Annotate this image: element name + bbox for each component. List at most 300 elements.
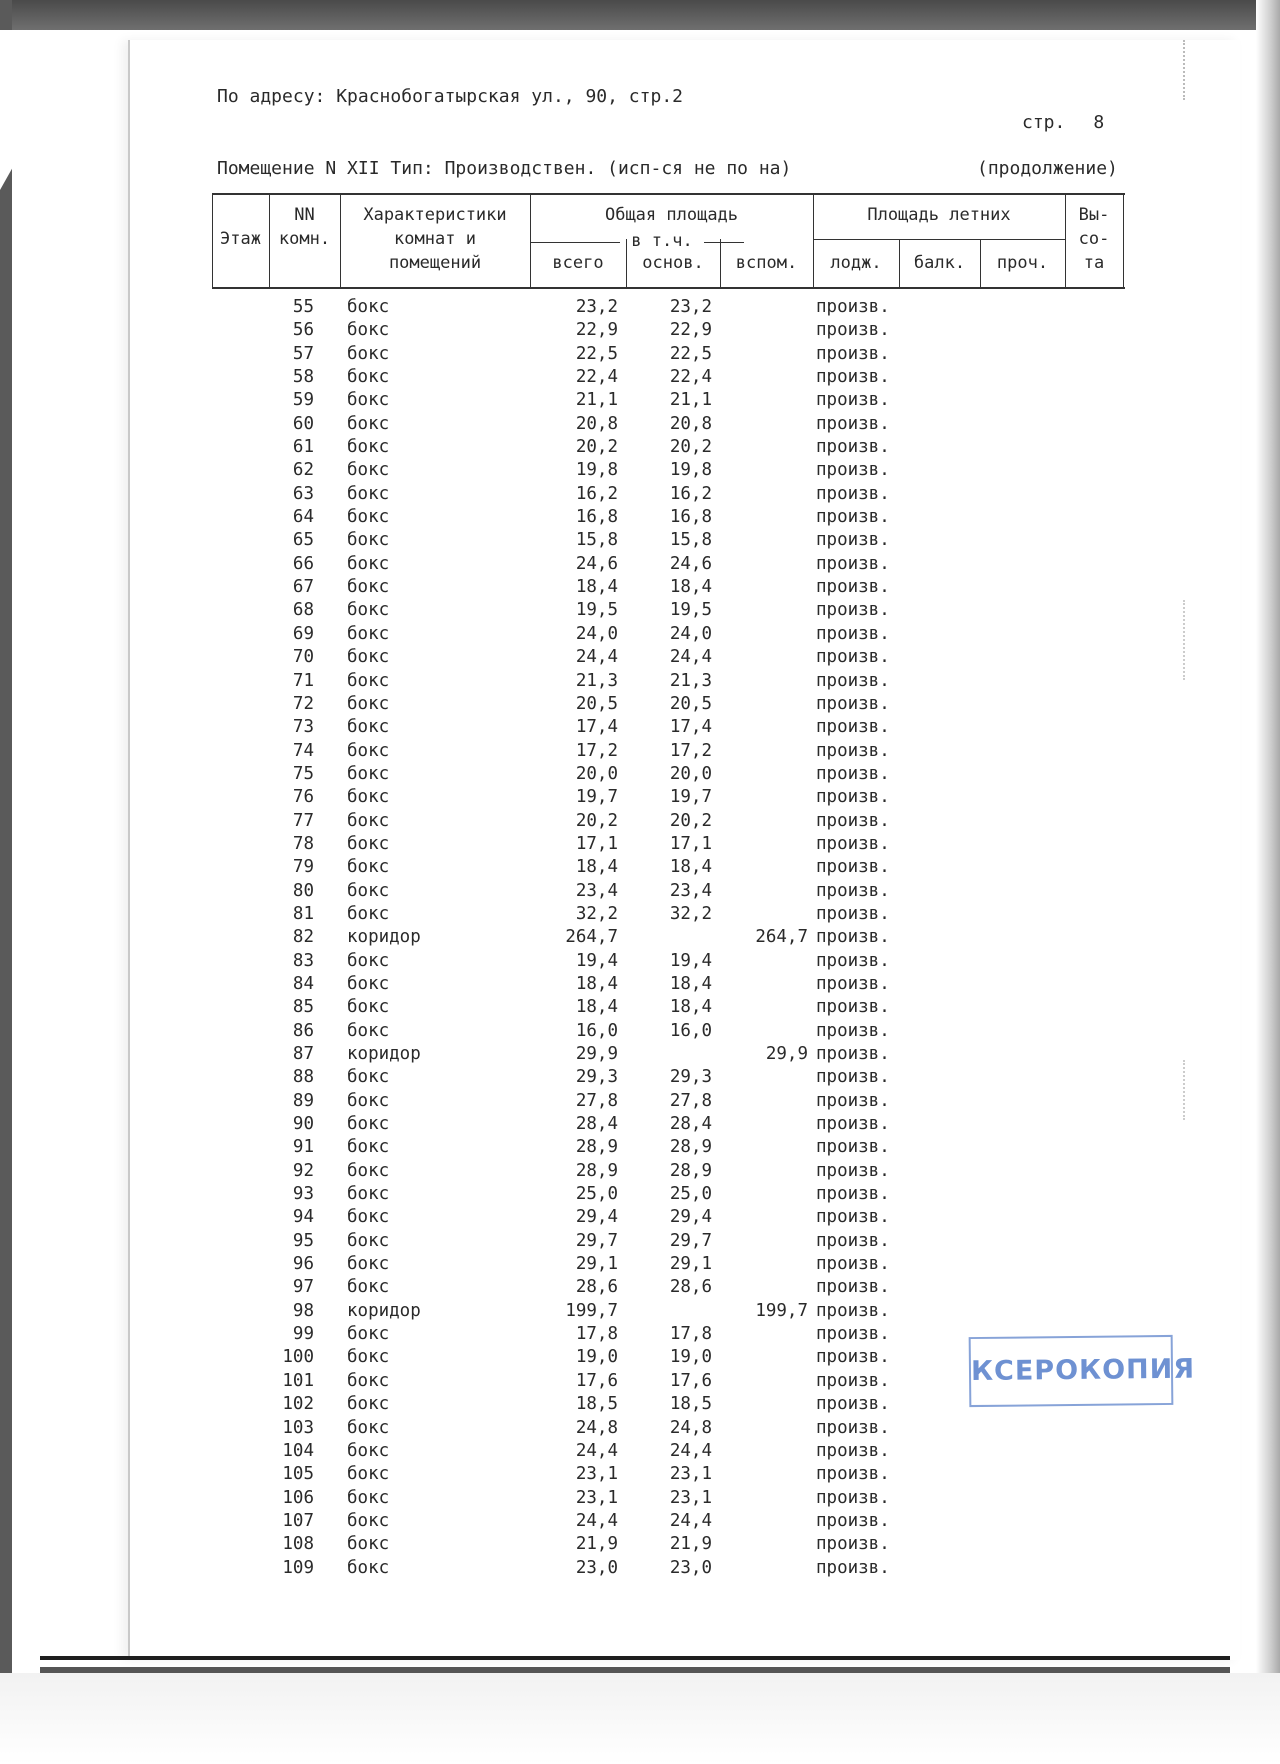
area-main: 28,6 <box>669 1277 712 1298</box>
col-total: всего <box>552 253 604 273</box>
table-row <box>0 670 1280 693</box>
room-use: произв. <box>816 1114 890 1135</box>
room-use: произв. <box>816 320 890 341</box>
area-main: 20,2 <box>669 437 712 458</box>
room-number: 95 <box>292 1230 314 1251</box>
col-main: основ. <box>642 253 704 273</box>
room-use: произв. <box>816 553 890 574</box>
page-number: 8 <box>1093 112 1105 133</box>
area-main: 28,9 <box>669 1160 712 1181</box>
table-row <box>0 763 1280 786</box>
table-row <box>0 343 1280 366</box>
room-description: Помещение N XII Тип: Производствен. (исп-ся не по на) <box>217 158 792 179</box>
room-use: произв. <box>816 1067 890 1088</box>
room-number: 60 <box>292 413 314 434</box>
table-row <box>0 319 1280 342</box>
room-number: 102 <box>282 1394 314 1415</box>
room-name: бокс <box>347 1277 390 1298</box>
page-corner-fold <box>0 30 90 190</box>
table-row <box>0 1113 1280 1136</box>
room-number: 98 <box>292 1300 314 1321</box>
area-total: 19,0 <box>575 1347 618 1368</box>
area-main: 21,3 <box>669 670 712 691</box>
room-use: произв. <box>816 530 890 551</box>
room-use: произв. <box>816 460 890 481</box>
room-number: 93 <box>292 1184 314 1205</box>
room-name: бокс <box>347 460 390 481</box>
room-number: 63 <box>292 483 314 504</box>
room-number: 107 <box>282 1510 314 1531</box>
room-name: бокс <box>347 997 390 1018</box>
header-divider <box>530 242 620 243</box>
col-char-line1: Характеристики <box>363 205 507 225</box>
col-floor: Этаж <box>220 229 261 249</box>
room-name: бокс <box>347 507 390 528</box>
area-main: 16,0 <box>669 1020 712 1041</box>
room-use: произв. <box>816 1277 890 1298</box>
table-row <box>0 296 1280 319</box>
area-total: 29,9 <box>575 1044 618 1064</box>
area-aux: 264,7 <box>755 927 808 948</box>
area-main: 23,0 <box>669 1557 712 1578</box>
col-char-line2: комнат и <box>394 229 476 249</box>
col-nn-line1: NN <box>294 205 315 225</box>
room-name: бокс <box>347 320 390 341</box>
area-aux: 199,7 <box>755 1300 808 1321</box>
address-line: По адресу: Краснобогатырская ул., 90, стр.2 <box>217 86 683 107</box>
area-total: 18,5 <box>575 1394 618 1415</box>
area-main: 17,8 <box>669 1324 712 1345</box>
area-total: 17,6 <box>575 1370 618 1391</box>
room-number: 101 <box>282 1370 314 1391</box>
room-use: произв. <box>816 880 890 901</box>
room-use: произв. <box>816 997 890 1018</box>
room-use: произв. <box>816 1300 890 1321</box>
room-number: 99 <box>292 1324 314 1345</box>
table-row <box>0 1533 1280 1556</box>
room-name: бокс <box>347 367 390 388</box>
table-row <box>0 1090 1280 1113</box>
room-name: бокс <box>347 1114 390 1135</box>
room-name: бокс <box>347 483 390 504</box>
continuation-label: (продолжение) <box>977 158 1118 179</box>
area-main: 21,9 <box>669 1534 712 1555</box>
table-row <box>0 1440 1280 1463</box>
area-total: 22,5 <box>575 343 618 364</box>
area-total: 28,9 <box>575 1160 618 1181</box>
room-name: бокс <box>347 623 390 644</box>
room-name: бокс <box>347 1347 390 1368</box>
room-use: произв. <box>816 1207 890 1228</box>
room-number: 96 <box>292 1254 314 1275</box>
table-row <box>0 576 1280 599</box>
room-number: 109 <box>282 1557 314 1578</box>
table-row <box>0 459 1280 482</box>
room-name: бокс <box>347 553 390 574</box>
room-name: бокс <box>347 1254 390 1275</box>
table-row <box>0 646 1280 669</box>
room-use: произв. <box>816 787 890 808</box>
table-row <box>0 1136 1280 1159</box>
area-main: 23,2 <box>669 297 712 317</box>
room-name: бокс <box>347 1230 390 1251</box>
header-divider <box>813 239 1065 240</box>
area-aux: 29,9 <box>765 1044 808 1064</box>
room-name: бокс <box>347 1184 390 1205</box>
table-row <box>0 1183 1280 1206</box>
area-main: 20,8 <box>669 413 712 434</box>
room-name: бокс <box>347 1020 390 1041</box>
area-total: 264,7 <box>565 927 618 948</box>
area-total: 15,8 <box>575 530 618 551</box>
room-number: 90 <box>292 1114 314 1135</box>
room-number: 97 <box>292 1277 314 1298</box>
room-number: 103 <box>282 1417 314 1438</box>
area-total: 19,4 <box>575 950 618 971</box>
scan-top-edge <box>0 0 1280 30</box>
room-number: 86 <box>292 1020 314 1041</box>
room-use: произв. <box>816 413 890 434</box>
room-number: 100 <box>282 1347 314 1368</box>
room-number: 69 <box>292 623 314 644</box>
room-use: произв. <box>816 927 890 948</box>
room-name: бокс <box>347 1067 390 1088</box>
area-total: 23,1 <box>575 1464 618 1485</box>
table-row <box>0 716 1280 739</box>
header-divider <box>704 242 744 243</box>
area-main: 24,4 <box>669 647 712 668</box>
table-row <box>0 810 1280 833</box>
room-name: бокс <box>347 390 390 411</box>
table-row <box>0 1020 1280 1043</box>
col-other: проч. <box>996 253 1049 273</box>
room-name: бокс <box>347 1440 390 1461</box>
table-row <box>0 1276 1280 1299</box>
room-name: бокс <box>347 1090 390 1111</box>
table-row <box>0 786 1280 809</box>
area-total: 24,4 <box>575 647 618 668</box>
area-total: 23,1 <box>575 1487 618 1508</box>
room-name: бокс <box>347 297 390 317</box>
area-total: 29,3 <box>575 1067 618 1088</box>
table-row <box>0 1557 1280 1580</box>
area-main: 16,2 <box>669 483 712 504</box>
page-label: стр. <box>1022 112 1066 133</box>
area-total: 25,0 <box>575 1184 618 1205</box>
room-name: бокс <box>347 1137 390 1158</box>
room-use: произв. <box>816 1394 890 1415</box>
area-total: 16,2 <box>575 483 618 504</box>
table-row <box>0 436 1280 459</box>
col-height-line3: та <box>1083 253 1105 273</box>
room-name: бокс <box>347 810 390 831</box>
room-name: бокс <box>347 717 390 738</box>
table-row <box>0 973 1280 996</box>
room-number: 68 <box>292 600 314 621</box>
area-main: 29,7 <box>669 1230 712 1251</box>
room-use: произв. <box>816 647 890 668</box>
area-main: 19,8 <box>669 460 712 481</box>
room-name: бокс <box>347 833 390 854</box>
room-name: бокс <box>347 647 390 668</box>
area-total: 17,8 <box>575 1324 618 1345</box>
room-number: 89 <box>292 1090 314 1111</box>
col-loggia: лодж. <box>830 253 882 273</box>
room-use: произв. <box>816 1417 890 1438</box>
room-number: 76 <box>292 787 314 808</box>
room-use: произв. <box>816 1044 890 1064</box>
room-use: произв. <box>816 437 890 458</box>
area-main: 29,3 <box>669 1067 712 1088</box>
room-number: 64 <box>292 507 314 528</box>
area-total: 28,6 <box>575 1277 618 1298</box>
col-summer-area: Площадь летних <box>867 205 1011 225</box>
area-main: 18,4 <box>669 857 712 878</box>
room-number: 59 <box>292 390 314 411</box>
area-main: 18,4 <box>669 973 712 994</box>
col-incl: в т.ч. <box>631 231 693 251</box>
area-total: 17,4 <box>575 717 618 738</box>
room-use: произв. <box>816 903 890 924</box>
room-name: бокс <box>347 530 390 551</box>
area-total: 23,2 <box>575 297 618 317</box>
area-total: 18,4 <box>575 997 618 1018</box>
room-use: произв. <box>816 973 890 994</box>
room-number: 74 <box>292 740 314 761</box>
room-use: произв. <box>816 950 890 971</box>
scan-artifact <box>1183 40 1187 100</box>
area-main: 24,4 <box>669 1440 712 1461</box>
area-main: 28,9 <box>669 1137 712 1158</box>
room-name: бокс <box>347 343 390 364</box>
room-use: произв. <box>816 1464 890 1485</box>
table-row <box>0 599 1280 622</box>
room-use: произв. <box>816 670 890 691</box>
room-name: бокс <box>347 857 390 878</box>
table-row <box>0 506 1280 529</box>
area-total: 20,2 <box>575 810 618 831</box>
area-main: 19,7 <box>669 787 712 808</box>
area-total: 23,4 <box>575 880 618 901</box>
table-row <box>0 1206 1280 1229</box>
room-number: 83 <box>292 950 314 971</box>
room-number: 82 <box>292 927 314 948</box>
area-total: 20,5 <box>575 693 618 714</box>
table-row <box>0 996 1280 1019</box>
room-number: 75 <box>292 763 314 784</box>
area-total: 27,8 <box>575 1090 618 1111</box>
table-row <box>0 623 1280 646</box>
room-name: коридор <box>347 1044 421 1064</box>
table-row <box>0 389 1280 412</box>
table-row <box>0 740 1280 763</box>
page-number-line <box>1022 112 1104 133</box>
room-number: 57 <box>292 343 314 364</box>
area-total: 29,4 <box>575 1207 618 1228</box>
room-use: произв. <box>816 1020 890 1041</box>
room-number: 104 <box>282 1440 314 1461</box>
area-main: 17,1 <box>669 833 712 854</box>
header-border-right <box>1123 195 1124 287</box>
area-main: 22,4 <box>669 367 712 388</box>
table-row <box>0 1043 1280 1066</box>
area-total: 24,0 <box>575 623 618 644</box>
room-use: произв. <box>816 1440 890 1461</box>
room-number: 72 <box>292 693 314 714</box>
room-number: 92 <box>292 1160 314 1181</box>
room-number: 56 <box>292 320 314 341</box>
table-row <box>0 1300 1280 1323</box>
area-total: 19,5 <box>575 600 618 621</box>
area-main: 19,5 <box>669 600 712 621</box>
room-name: бокс <box>347 1487 390 1508</box>
room-use: произв. <box>816 577 890 598</box>
area-main: 17,4 <box>669 717 712 738</box>
area-main: 15,8 <box>669 530 712 551</box>
room-number: 58 <box>292 367 314 388</box>
room-use: произв. <box>816 1230 890 1251</box>
area-main: 19,4 <box>669 950 712 971</box>
area-main: 18,4 <box>669 577 712 598</box>
table-row <box>0 856 1280 879</box>
table-row <box>0 1417 1280 1440</box>
area-main: 25,0 <box>669 1184 712 1205</box>
col-total-area: Общая площадь <box>604 205 739 225</box>
area-main: 29,4 <box>669 1207 712 1228</box>
room-name: бокс <box>347 1207 390 1228</box>
room-use: произв. <box>816 367 890 388</box>
table-row <box>0 366 1280 389</box>
area-main: 21,1 <box>669 390 712 411</box>
area-total: 16,8 <box>575 507 618 528</box>
area-main: 32,2 <box>669 903 712 924</box>
room-name: коридор <box>347 1300 421 1321</box>
bottom-rule <box>40 1656 1230 1660</box>
area-main: 20,0 <box>669 763 712 784</box>
room-name: бокс <box>347 740 390 761</box>
room-number: 70 <box>292 647 314 668</box>
area-main: 24,6 <box>669 553 712 574</box>
area-main: 17,6 <box>669 1370 712 1391</box>
room-name: бокс <box>347 1534 390 1555</box>
room-number: 61 <box>292 437 314 458</box>
room-number: 88 <box>292 1067 314 1088</box>
table-row <box>0 903 1280 926</box>
room-name: бокс <box>347 1510 390 1531</box>
table-row <box>0 529 1280 552</box>
room-use: произв. <box>816 763 890 784</box>
room-number: 65 <box>292 530 314 551</box>
room-use: произв. <box>816 1184 890 1205</box>
area-total: 22,9 <box>575 320 618 341</box>
area-total: 28,9 <box>575 1137 618 1158</box>
area-main: 29,1 <box>669 1254 712 1275</box>
room-number: 78 <box>292 833 314 854</box>
room-number: 73 <box>292 717 314 738</box>
room-name: бокс <box>347 763 390 784</box>
room-use: произв. <box>816 717 890 738</box>
area-total: 23,0 <box>575 1557 618 1578</box>
room-number: 85 <box>292 997 314 1018</box>
room-use: произв. <box>816 600 890 621</box>
room-use: произв. <box>816 1090 890 1111</box>
area-total: 16,0 <box>575 1020 618 1041</box>
room-use: произв. <box>816 1324 890 1345</box>
area-main: 27,8 <box>669 1090 712 1111</box>
table-row <box>0 1230 1280 1253</box>
area-main: 23,4 <box>669 880 712 901</box>
area-total: 29,1 <box>575 1254 618 1275</box>
area-total: 24,4 <box>575 1440 618 1461</box>
room-number: 84 <box>292 973 314 994</box>
table-row <box>0 1510 1280 1533</box>
table-row <box>0 880 1280 903</box>
area-total: 29,7 <box>575 1230 618 1251</box>
room-use: произв. <box>816 1534 890 1555</box>
area-total: 17,1 <box>575 833 618 854</box>
table-row <box>0 1066 1280 1089</box>
room-use: произв. <box>816 1370 890 1391</box>
col-aux: вспом. <box>735 253 798 273</box>
room-use: произв. <box>816 1487 890 1508</box>
area-total: 18,4 <box>575 577 618 598</box>
area-total: 199,7 <box>565 1300 618 1321</box>
area-total: 21,1 <box>575 390 618 411</box>
area-main: 24,4 <box>669 1510 712 1531</box>
room-use: произв. <box>816 483 890 504</box>
area-total: 19,8 <box>575 460 618 481</box>
room-name: бокс <box>347 1394 390 1415</box>
room-number: 79 <box>292 857 314 878</box>
table-row <box>0 833 1280 856</box>
area-total: 28,4 <box>575 1114 618 1135</box>
area-total: 18,4 <box>575 973 618 994</box>
area-total: 20,0 <box>575 763 618 784</box>
room-number: 87 <box>292 1044 314 1064</box>
room-number: 66 <box>292 553 314 574</box>
room-name: бокс <box>347 693 390 714</box>
table-row <box>0 1160 1280 1183</box>
area-total: 18,4 <box>575 857 618 878</box>
room-use: произв. <box>816 833 890 854</box>
room-name: бокс <box>347 950 390 971</box>
room-number: 106 <box>282 1487 314 1508</box>
room-use: произв. <box>816 693 890 714</box>
col-height-line1: Вы- <box>1078 205 1110 225</box>
area-main: 16,8 <box>669 507 712 528</box>
col-char-line3: помещений <box>388 253 482 273</box>
room-use: произв. <box>816 297 890 317</box>
room-use: произв. <box>816 1347 890 1368</box>
area-main: 20,5 <box>669 693 712 714</box>
area-total: 20,2 <box>575 437 618 458</box>
scan-bottom-edge <box>0 1673 1280 1764</box>
table-row <box>0 950 1280 973</box>
room-use: произв. <box>816 343 890 364</box>
room-number: 62 <box>292 460 314 481</box>
copy-stamp: КСЕРОКОПИЯ <box>969 1335 1174 1407</box>
scan-artifact <box>1183 600 1187 680</box>
table-row <box>0 1463 1280 1486</box>
room-name: бокс <box>347 437 390 458</box>
table-row <box>0 693 1280 716</box>
area-main: 23,1 <box>669 1487 712 1508</box>
room-number: 71 <box>292 670 314 691</box>
table-header <box>212 193 1125 289</box>
room-number: 105 <box>282 1464 314 1485</box>
table-row <box>0 926 1280 949</box>
room-number: 81 <box>292 903 314 924</box>
